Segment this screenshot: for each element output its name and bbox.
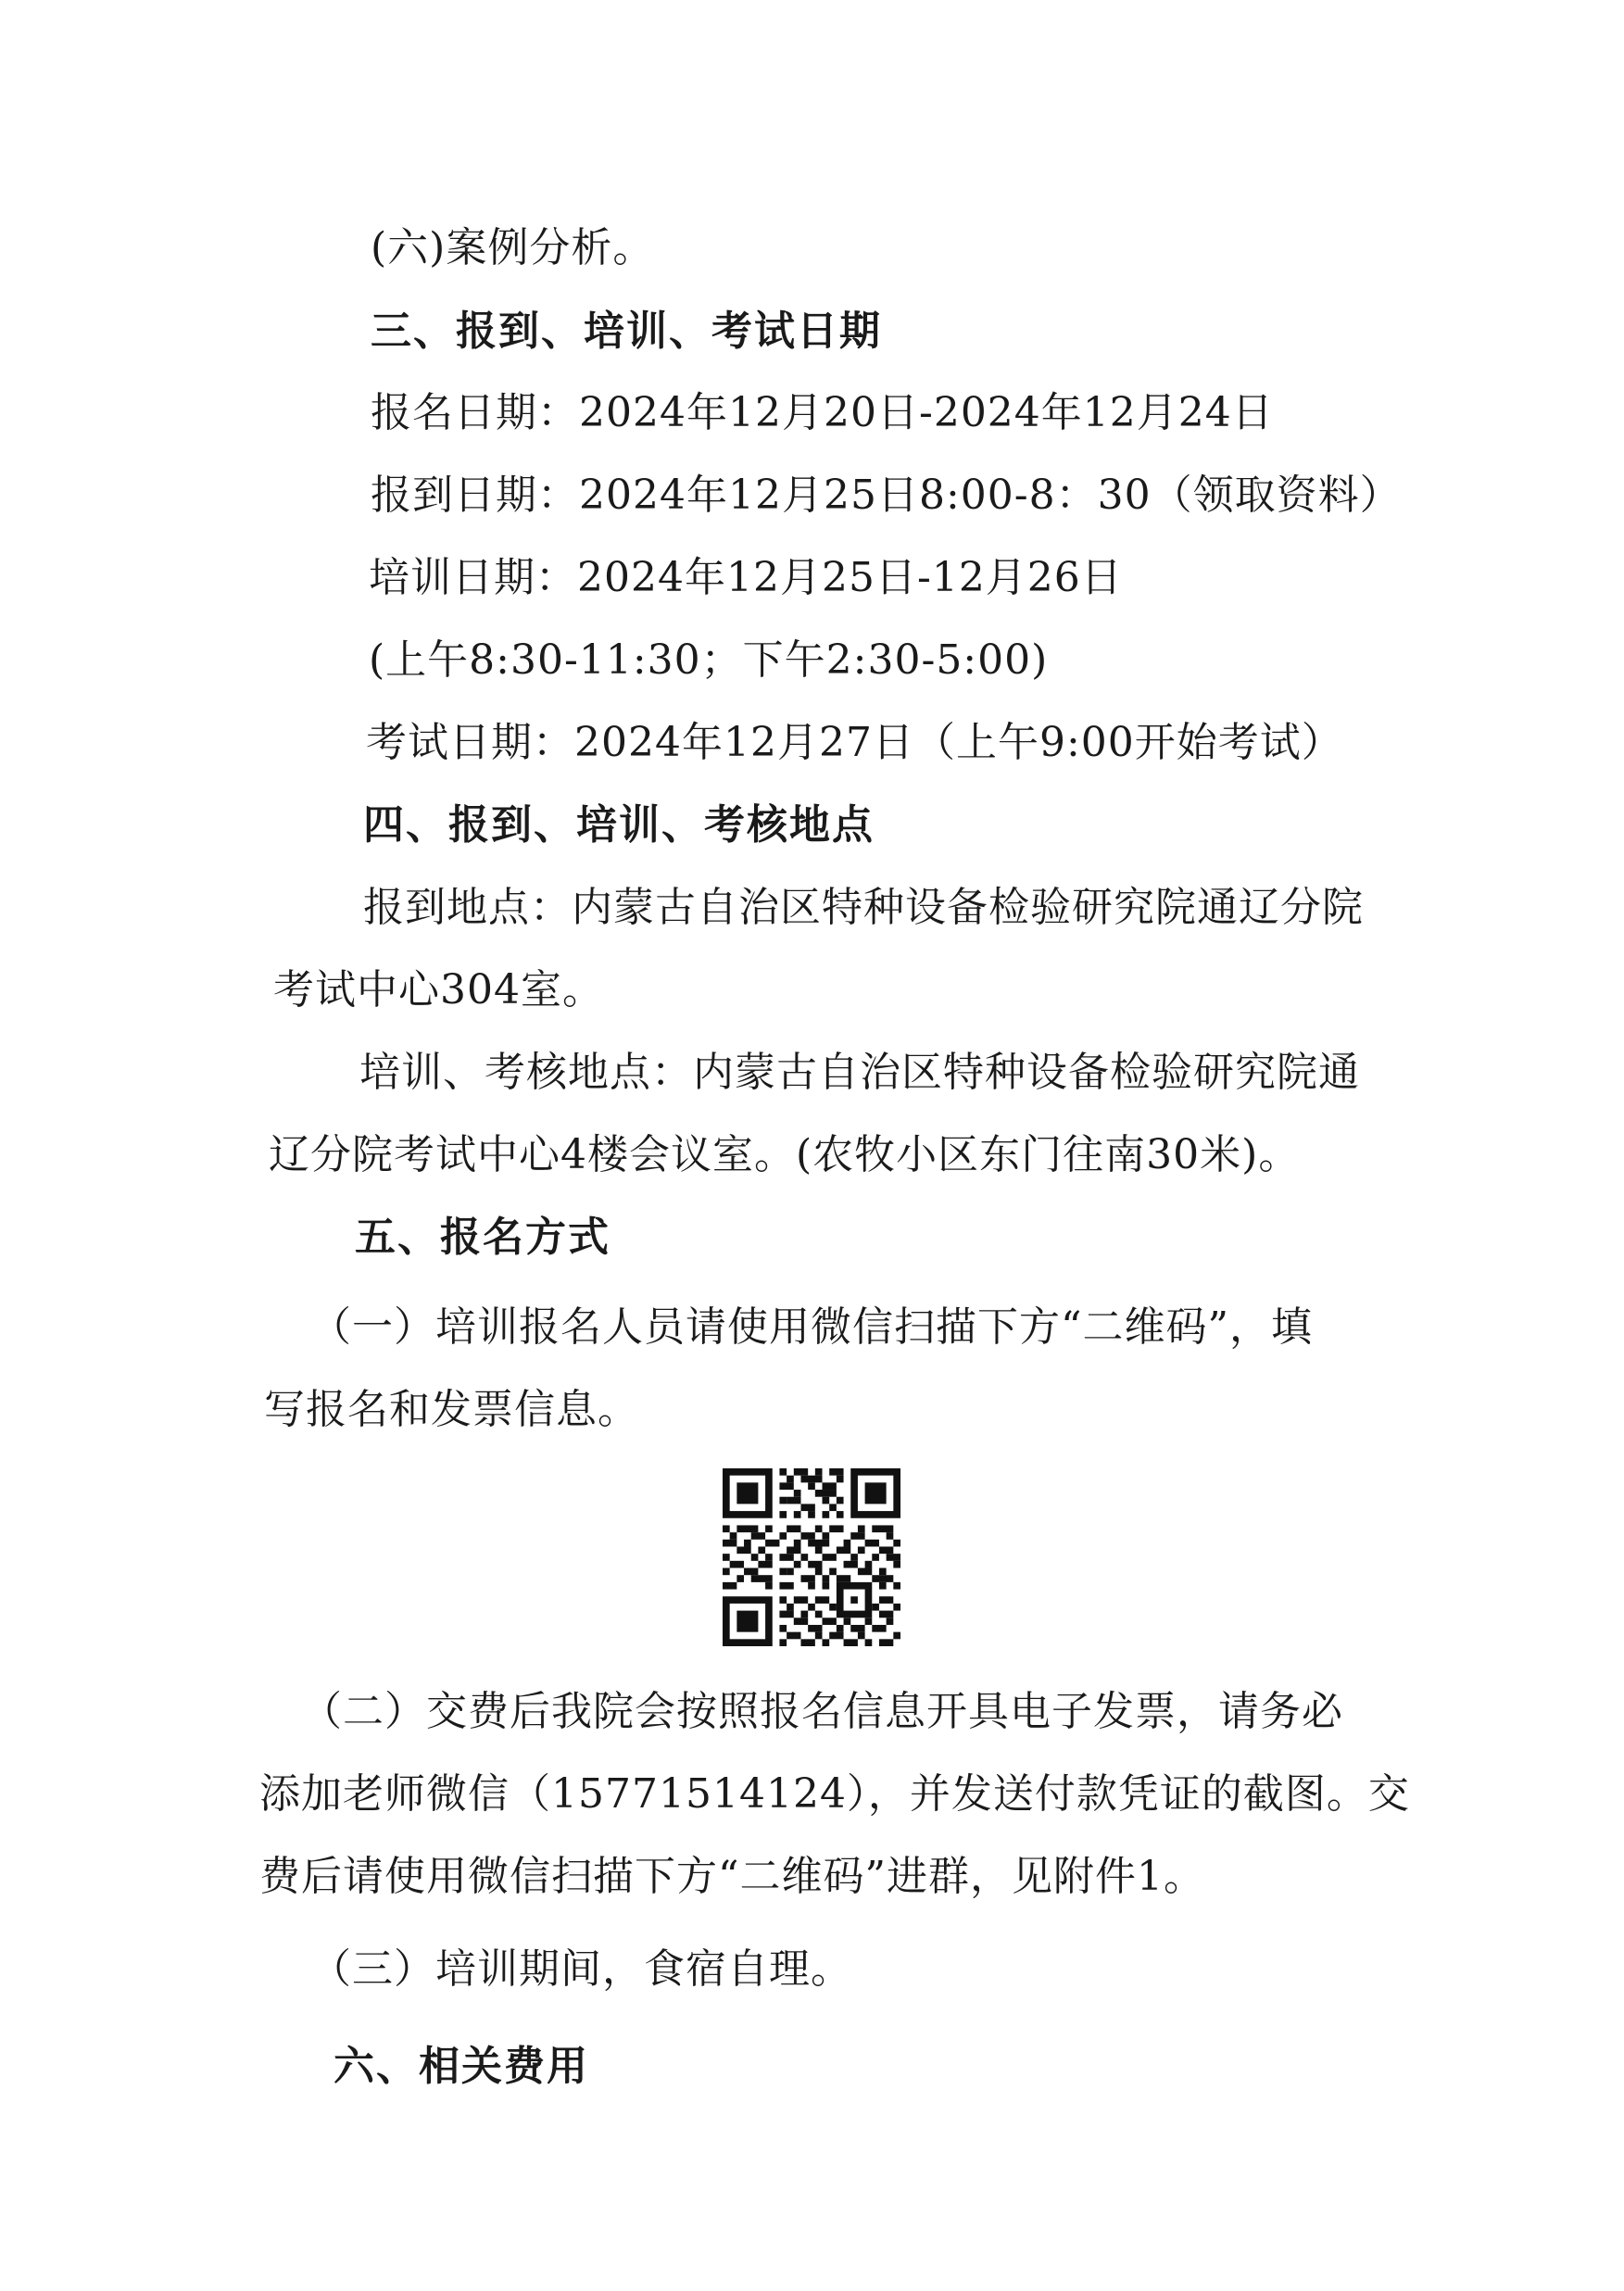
registration-method-three: （三）培训期间，食宿自理。 bbox=[310, 1945, 852, 1993]
training-location-line2: 辽分院考试中心4楼会议室。(农牧小区东门往南30米)。 bbox=[269, 1131, 1301, 1178]
registration-method-one-line2: 写报名和发票信息。 bbox=[264, 1386, 639, 1433]
registration-method-one-line1: （一）培训报名人员请使用微信扫描下方“二维码”，填 bbox=[310, 1303, 1313, 1351]
training-hours: (上午8:30-11:30；下午2:30-5:00) bbox=[369, 636, 1049, 684]
registration-method-two-line1: （二）交费后我院会按照报名信息开具电子发票，请务必 bbox=[301, 1688, 1343, 1735]
section-six-heading: 六、相关费用 bbox=[334, 2043, 589, 2090]
check-in-location-line2: 考试中心304室。 bbox=[273, 966, 604, 1013]
exam-date: 考试日期：2024年12月27日（上午9:00开始考试） bbox=[366, 719, 1343, 766]
training-location-line1: 培训、考核地点：内蒙古自治区特种设备检验研究院通 bbox=[359, 1049, 1360, 1096]
registration-date: 报名日期：2024年12月20日-2024年12月24日 bbox=[371, 389, 1274, 436]
training-date: 培训日期：2024年12月25日-12月26日 bbox=[369, 554, 1123, 601]
check-in-location-line1: 报到地点：内蒙古自治区特种设备检验研究院通辽分院 bbox=[363, 884, 1364, 931]
case-analysis-item: (六)案例分析。 bbox=[371, 224, 655, 271]
section-four-heading: 四、报到、培训、考核地点 bbox=[363, 801, 875, 849]
qr-code-icon bbox=[723, 1468, 900, 1646]
check-in-date: 报到日期：2024年12月25日8:00-8：30（领取资料） bbox=[371, 472, 1402, 519]
section-five-heading: 五、报名方式 bbox=[355, 1214, 611, 1261]
section-three-heading: 三、报到、培训、考试日期 bbox=[371, 308, 882, 355]
registration-method-two-line2: 添加老师微信（15771514124），并发送付款凭证的截图。交 bbox=[259, 1770, 1410, 1818]
registration-method-two-line3: 费后请使用微信扫描下方“二维码”进群，见附件1。 bbox=[259, 1853, 1205, 1900]
